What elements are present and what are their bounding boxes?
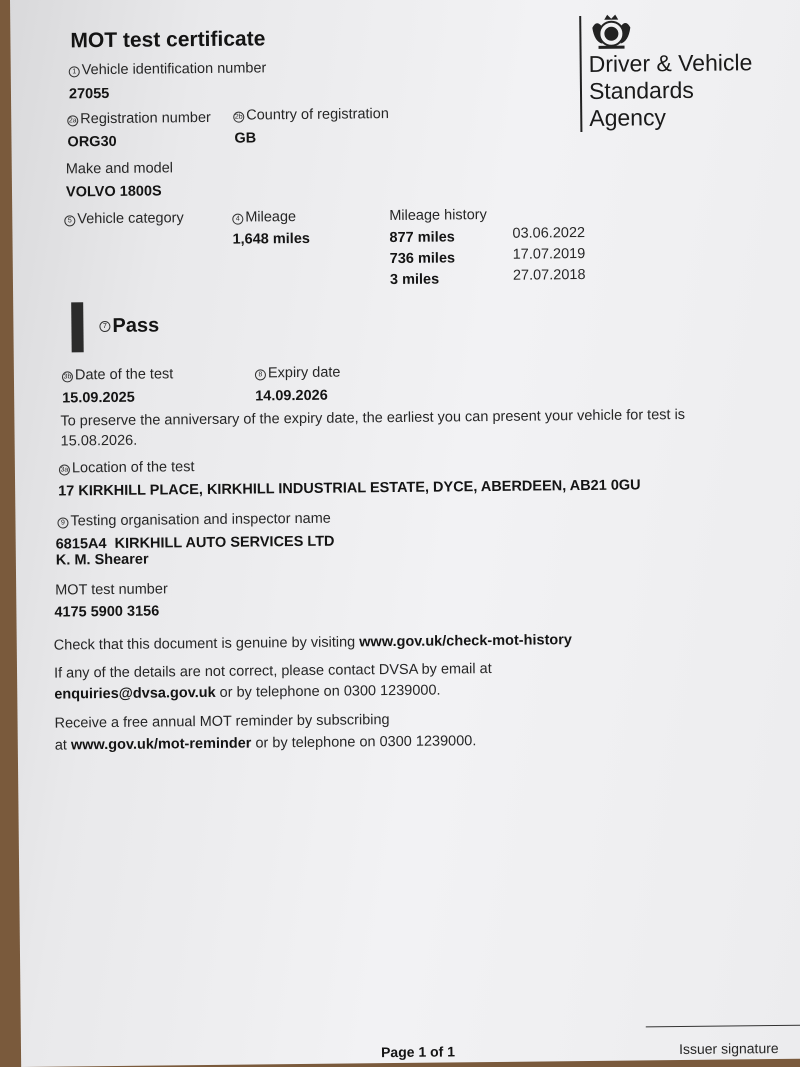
agency-divider bbox=[579, 16, 582, 132]
mileage-history-miles-3: 3 miles bbox=[389, 271, 440, 289]
field-number-badge: 3a bbox=[59, 464, 70, 475]
make-model-label: Make and model bbox=[65, 160, 174, 178]
location-value: 17 KIRKHILL PLACE, KIRKHILL INDUSTRIAL ESTATE, DYCE, ABERDEEN, AB21 0GU bbox=[58, 477, 641, 500]
location-label: 3a Location of the test bbox=[60, 459, 195, 477]
contact-details: enquiries@dvsa.gov.uk or by telephone on 0300 1239000. bbox=[54, 682, 441, 703]
royal-crest-icon bbox=[588, 13, 634, 54]
mileage-history-miles-1: 877 miles bbox=[389, 229, 455, 247]
contact-text: If any of the details are not correct, please contact DVSA by email at bbox=[53, 660, 492, 682]
agency-name bbox=[589, 49, 753, 132]
field-number-badge: 3b bbox=[62, 371, 73, 382]
test-date-value: 15.09.2025 bbox=[62, 389, 135, 407]
vehicle-category-label: 5 Vehicle category bbox=[64, 210, 184, 227]
mileage-history-date-1: 03.06.2022 bbox=[512, 224, 586, 242]
mileage-history-date-3: 27.07.2018 bbox=[512, 266, 586, 284]
field-number-badge: 7 bbox=[99, 321, 110, 332]
vin-label: 1 Vehicle identification number bbox=[69, 60, 267, 78]
signature-line bbox=[646, 1025, 800, 1028]
mileage-value: 1,648 miles bbox=[232, 230, 311, 248]
field-number-badge: 9 bbox=[57, 517, 68, 528]
reminder-details: at www.gov.uk/mot-reminder or by telephone on 0300 1239000. bbox=[54, 733, 477, 754]
registration-value: ORG30 bbox=[67, 133, 117, 151]
anniversary-note: To preserve the anniversary of the expiry date, the earliest you can present your vehicle for test is bbox=[60, 406, 686, 430]
inspector-name: K. M. Shearer bbox=[55, 551, 149, 569]
agency-line-2: Standards bbox=[588, 76, 694, 104]
field-number-badge: 5 bbox=[64, 215, 75, 226]
mileage-label: 4 Mileage bbox=[232, 209, 296, 226]
organisation-value: 6815A4 KIRKHILL AUTO SERVICES LTD bbox=[55, 533, 335, 553]
country-label: 2b Country of registration bbox=[234, 106, 389, 124]
mileage-history-label: Mileage history bbox=[389, 207, 487, 225]
organisation-label: 9 Testing organisation and inspector name bbox=[57, 511, 331, 530]
check-genuine-text: Check that this document is genuine by visiting www.gov.uk/check-mot-history bbox=[53, 632, 573, 654]
agency-line-3: Agency bbox=[589, 104, 667, 131]
test-number-label: MOT test number bbox=[55, 581, 168, 599]
expiry-date-label: 8 Expiry date bbox=[255, 365, 341, 382]
field-number-badge: 8 bbox=[255, 369, 266, 380]
registration-label: 2a Registration number bbox=[68, 109, 211, 128]
page-number: Page 1 of 1 bbox=[380, 1043, 456, 1061]
agency-line-1: Driver & Vehicle bbox=[588, 49, 753, 77]
result-bar bbox=[71, 302, 84, 352]
make-model-value: VOLVO 1800S bbox=[65, 183, 162, 201]
dvsa-email-link[interactable]: enquiries@dvsa.gov.uk bbox=[54, 684, 216, 703]
country-value: GB bbox=[234, 130, 257, 147]
reminder-text: Receive a free annual MOT reminder by subscribing bbox=[54, 712, 390, 732]
expiry-date-value: 14.09.2026 bbox=[255, 387, 328, 405]
field-number-badge: 2a bbox=[67, 115, 78, 126]
test-date-label: 3b Date of the test bbox=[63, 366, 174, 384]
field-number-badge: 4 bbox=[232, 214, 243, 225]
test-result: 7 Pass bbox=[99, 314, 159, 338]
anniversary-date: 15.08.2026. bbox=[60, 432, 138, 450]
vin-value: 27055 bbox=[68, 85, 110, 103]
check-mot-history-link[interactable]: www.gov.uk/check-mot-history bbox=[359, 632, 573, 651]
field-number-badge: 2b bbox=[233, 112, 244, 123]
certificate-title: MOT test certificate bbox=[70, 27, 266, 53]
certificate-page bbox=[10, 0, 800, 1067]
issuer-signature-label: Issuer signature bbox=[678, 1040, 779, 1058]
test-number-value: 4175 5900 3156 bbox=[54, 603, 160, 621]
mileage-history-miles-2: 736 miles bbox=[389, 250, 456, 268]
mileage-history-date-2: 17.07.2019 bbox=[512, 245, 586, 263]
field-number-badge: 1 bbox=[69, 66, 80, 77]
mot-reminder-link[interactable]: www.gov.uk/mot-reminder bbox=[70, 735, 252, 754]
